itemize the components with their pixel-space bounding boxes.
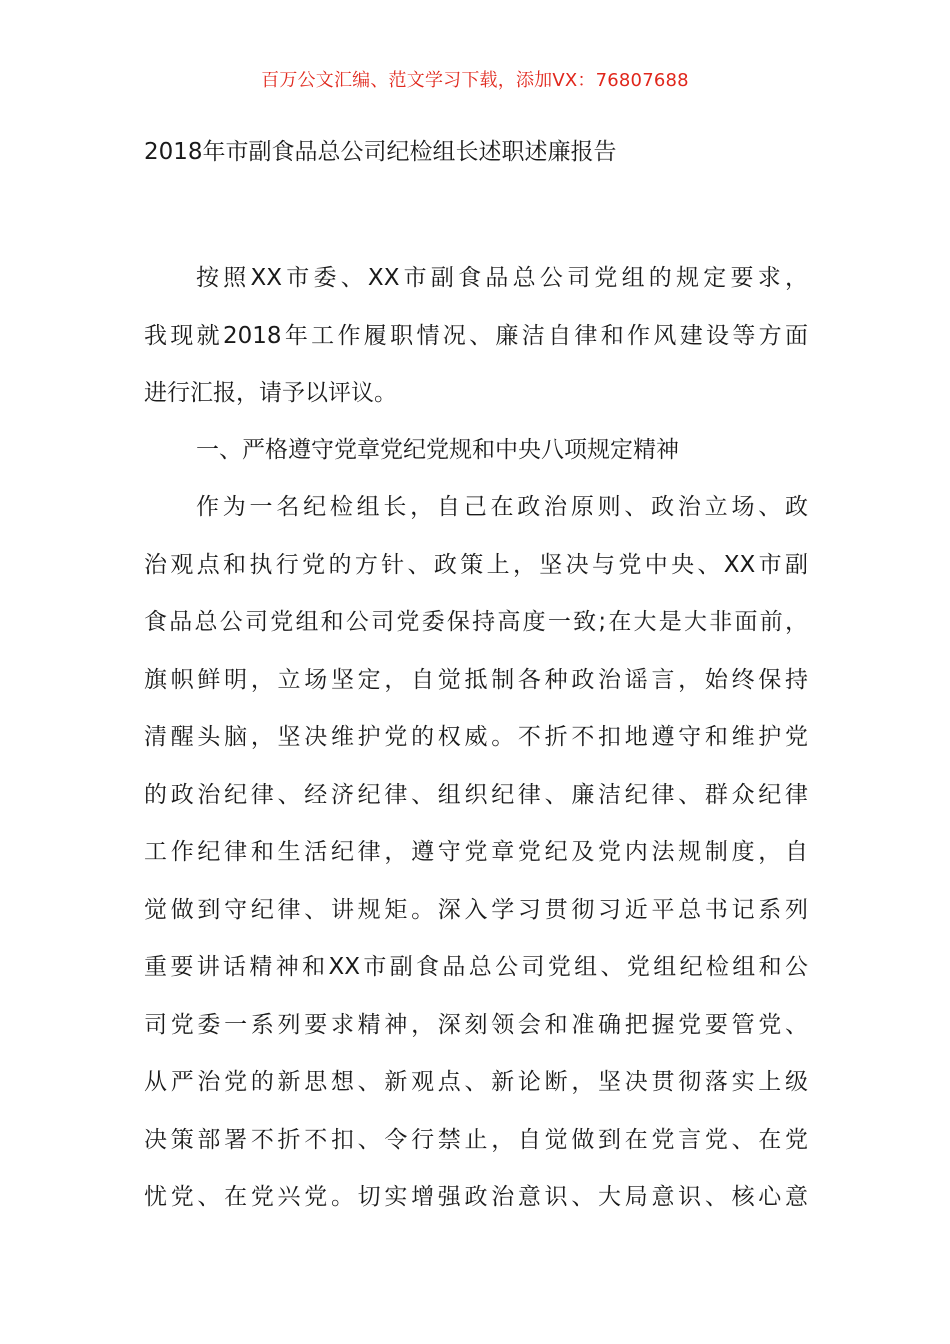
paragraph-line: 清醒头脑，坚决维护党的权威。不折不扣地遵守和维护党 xyxy=(144,724,808,750)
paragraph-intro xyxy=(144,250,808,423)
paragraph-line: 决策部署不折不扣、令行禁止，自觉做到在党言党、在党 xyxy=(144,1126,808,1153)
header-watermark-note: 百万公文汇编、范文学习下载，添加VX：76807688 xyxy=(261,70,689,91)
section-heading-text: 一、严格遵守党章党纪党规和中央八项规定精神 xyxy=(196,437,679,463)
paragraph-section-1 xyxy=(144,479,808,1227)
paragraph-line: 治观点和执行党的方针、政策上，坚决与党中央、XX市副 xyxy=(144,551,808,578)
section-heading-1 xyxy=(144,422,808,480)
paragraph-line: 从严治党的新思想、新观点、新论断，坚决贯彻落实上级 xyxy=(144,1069,808,1095)
paragraph-line: 的政治纪律、经济纪律、组织纪律、廉洁纪律、群众纪律 xyxy=(144,781,808,808)
paragraph-line: 觉做到守纪律、讲规矩。深入学习贯彻习近平总书记系列 xyxy=(144,896,808,923)
paragraph-line: 工作纪律和生活纪律，遵守党章党纪及党内法规制度，自 xyxy=(144,839,808,865)
paragraph-line: 司党委一系列要求精神，深刻领会和准确把握党要管党、 xyxy=(144,1011,808,1038)
paragraph-line: 忧党、在党兴党。切实增强政治意识、大局意识、核心意 xyxy=(144,1184,808,1210)
paragraph-line: 我现就2018年工作履职情况、廉洁自律和作风建设等方面 xyxy=(144,322,808,349)
paragraph-line: 进行汇报，请予以评议。 xyxy=(144,380,397,406)
paragraph-line: 重要讲话精神和XX市副食品总公司党组、党组纪检组和公 xyxy=(144,954,808,980)
document-title: 2018年市副食品总公司纪检组长述职述廉报告 xyxy=(144,139,617,165)
paragraph-line: 作为一名纪检组长，自己在政治原则、政治立场、政 xyxy=(196,494,808,520)
paragraph-line: 旗帜鲜明，立场坚定，自觉抵制各种政治谣言，始终保持 xyxy=(144,666,808,693)
paragraph-line: 按照XX市委、XX市副食品总公司党组的规定要求， xyxy=(196,265,808,291)
paragraph-line: 食品总公司党组和公司党委保持高度一致;在大是大非面前， xyxy=(144,609,808,635)
